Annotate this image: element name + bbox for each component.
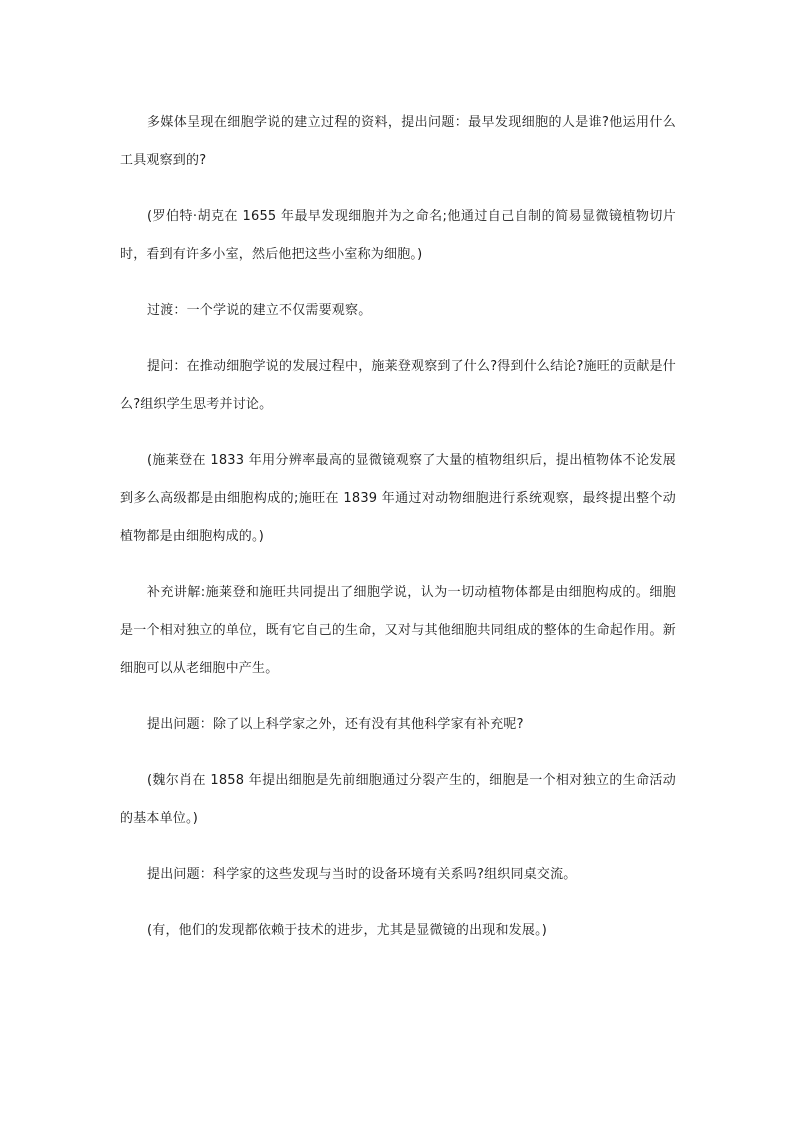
- paragraph-question-equipment: 提出问题：科学家的这些发现与当时的设备环境有关系吗?组织同桌交流。: [147, 867, 577, 882]
- paragraph-question-schleiden-schwann: 提问：在推动细胞学说的发展过程中，施莱登观察到了什么?得到什么结论?施旺的贡献是什么?组织学生思考并讨论。: [120, 359, 677, 412]
- document-body: [120, 104, 676, 950]
- paragraph-answer-schleiden-schwann: (施莱登在 1833 年用分辨率最高的显微镜观察了大量的植物组织后，提出植物体不论发展到多么高级都是由细胞构成的;施旺在 1839 年通过对动物细胞进行系统观察，最终提出整个动植物都是由细胞构成的。): [120, 453, 676, 544]
- paragraph-answer-hooke: (罗伯特·胡克在 1655 年最早发现细胞并为之命名;他通过自己自制的简易显微镜植物切片时，看到有许多小室，然后他把这些小室称为细胞。): [120, 209, 676, 262]
- paragraph-answer-technology: (有，他们的发现都依赖于技术的进步，尤其是显微镜的出现和发展。): [147, 923, 548, 938]
- paragraph-question-first-discovery: 多媒体呈现在细胞学说的建立过程的资料，提出问题：最早发现细胞的人是谁?他运用什么工具观察到的?: [120, 115, 676, 168]
- paragraph-question-other-scientists: 提出问题：除了以上科学家之外，还有没有其他科学家有补充呢?: [147, 717, 524, 732]
- paragraph-transition: 过渡：一个学说的建立不仅需要观察。: [147, 303, 372, 318]
- paragraph-supplement: 补充讲解:施莱登和施旺共同提出了细胞学说，认为一切动植物体都是由细胞构成的。细胞是一个相对独立的单位，既有它自己的生命，又对与其他细胞共同组成的整体的生命起作用。新细胞可以从老细胞中产生。: [120, 585, 676, 676]
- paragraph-answer-virchow: (魏尔肖在 1858 年提出细胞是先前细胞通过分裂产生的，细胞是一个相对独立的生命活动的基本单位。): [120, 773, 676, 826]
